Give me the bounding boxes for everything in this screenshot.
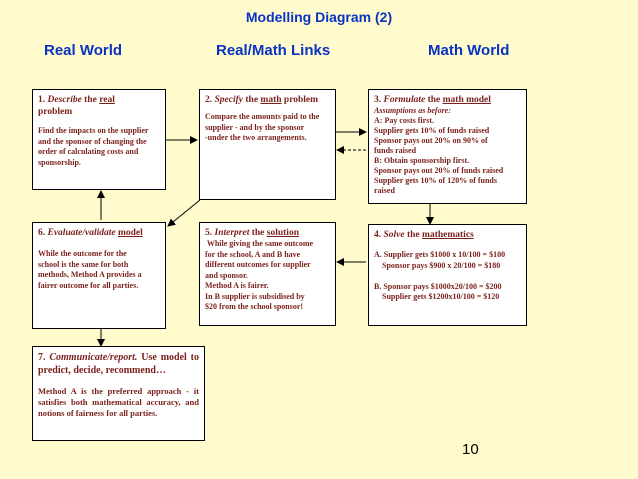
box-3-text-line: Sponsor pays out 20% of funds raised	[374, 166, 504, 175]
arrow-5-to-6	[168, 200, 200, 226]
box-3-text-line: Sponsor pays out 20% on 90% of	[374, 136, 488, 145]
box-3-text-line: Supplier gets 10% of funds raised	[374, 126, 490, 135]
box-3-heading	[374, 94, 521, 106]
box-2-text-line: supplier - and by the sponsor	[205, 122, 305, 132]
box-5-text-line: In B supplier is subsidised by	[205, 291, 305, 301]
box-4-keyword: mathematics	[422, 230, 474, 240]
box-3-subheading: Assumptions as before:	[374, 106, 451, 115]
box-6-number: 6.	[38, 228, 46, 238]
box-7-heading-rest: Use model to predict, decide, recommend…	[38, 352, 199, 376]
box-3-number: 3.	[374, 95, 382, 105]
box-3-text-line: B: Obtain sponsorship first.	[374, 156, 470, 165]
box-6-verb: Evaluate/validate	[47, 228, 116, 238]
box-4-number: 4.	[374, 230, 382, 240]
box-1-heading-rest: problem	[38, 107, 73, 117]
box-3-formulate	[368, 89, 527, 204]
box-3-text-line: A: Pay costs first.	[374, 116, 434, 125]
box-4-text-line	[374, 271, 521, 282]
box-2-text-line: -under the two arrangements.	[205, 133, 307, 142]
box-3-the: the	[427, 95, 441, 105]
box-1-text-line: sponsorship.	[38, 157, 81, 167]
box-6-heading	[38, 227, 160, 239]
column-heading-real-world: Real World	[44, 42, 123, 59]
box-1-heading	[38, 94, 160, 118]
box-5-verb: Interpret	[214, 228, 250, 238]
box-4-text-line: B. Sponsor pays $1000x20/100 = $200	[374, 281, 502, 291]
box-2-verb: Specify	[214, 95, 243, 105]
box-6-text-line: methods, Method A provides a	[38, 270, 142, 279]
column-heading-links: Real/Math Links	[216, 42, 331, 59]
box-4-the: the	[406, 230, 420, 240]
diagram-title: Modelling Diagram (2)	[245, 9, 393, 25]
box-6-evaluate	[32, 222, 166, 329]
box-7-heading	[38, 351, 199, 377]
box-3-text-line: raised	[374, 186, 395, 195]
box-5-text-line: for the school, A and B have	[205, 249, 301, 259]
box-1-the: the	[84, 95, 97, 105]
box-2-number: 2.	[205, 95, 213, 105]
box-6-keyword: model	[117, 228, 143, 238]
box-5-heading	[205, 227, 330, 239]
box-3-keyword: math model	[442, 95, 491, 105]
box-7-verb: Communicate/report.	[49, 352, 138, 363]
box-5-text-line: different outcomes for supplier	[205, 260, 311, 269]
box-4-text-line: Sponsor pays $900 x 20/100 = $180	[374, 260, 501, 270]
box-5-text-line: Method A is fairer.	[205, 281, 269, 290]
box-5-interpret	[199, 222, 336, 326]
box-4-text-line: A. Supplier gets $1000 x 10/100 = $100	[374, 250, 506, 259]
box-1-keyword: real	[99, 95, 115, 105]
box-1-text-line: order of calculating costs and	[38, 147, 139, 156]
box-7-number: 7.	[38, 352, 46, 363]
box-2-specify	[199, 89, 336, 200]
box-5-keyword: solution	[266, 228, 299, 238]
box-3-text-line: Supplier gets 10% of 120% of funds	[374, 176, 497, 185]
box-3-verb: Formulate	[383, 95, 426, 105]
box-2-the: the	[245, 95, 259, 105]
box-4-text-line: Supplier gets $1200x10/100 = $120	[374, 292, 500, 301]
box-5-number: 5.	[205, 228, 213, 238]
page-number: 10	[462, 441, 479, 458]
box-5-text-line: While giving the same outcome	[205, 239, 314, 248]
box-6-text-line: fairer outcome for all parties.	[38, 280, 139, 290]
box-1-number: 1.	[38, 95, 46, 105]
box-2-heading	[205, 94, 330, 106]
box-2-heading-rest: problem	[283, 95, 319, 105]
box-1-text-line: and the sponsor of changing the	[38, 136, 147, 146]
box-7-communicate	[32, 346, 205, 441]
box-5-the: the	[251, 228, 265, 238]
box-5-text-line: and sponsor.	[205, 270, 248, 280]
box-5-text-line: $20 from the school sponsor!	[205, 302, 304, 311]
box-2-text-line: Compare the amounts paid to the	[205, 112, 320, 121]
box-4-heading	[374, 229, 521, 241]
box-1-describe	[32, 89, 166, 190]
box-4-solve	[368, 224, 527, 326]
box-7-text: Method A is the preferred approach - it satisfies both mathematical accuracy, and notions of fairness for all parties.	[38, 386, 199, 418]
box-1-text-line: Find the impacts on the supplier	[38, 126, 149, 135]
box-6-text-line: school is the same for both	[38, 259, 129, 269]
column-heading-math-world: Math World	[428, 42, 510, 59]
box-4-verb: Solve	[383, 230, 405, 240]
box-2-keyword: math	[260, 95, 282, 105]
box-1-verb: Describe	[47, 95, 82, 105]
box-6-text-line: While the outcome for the	[38, 249, 127, 258]
box-3-text-line: funds raised	[374, 146, 417, 155]
